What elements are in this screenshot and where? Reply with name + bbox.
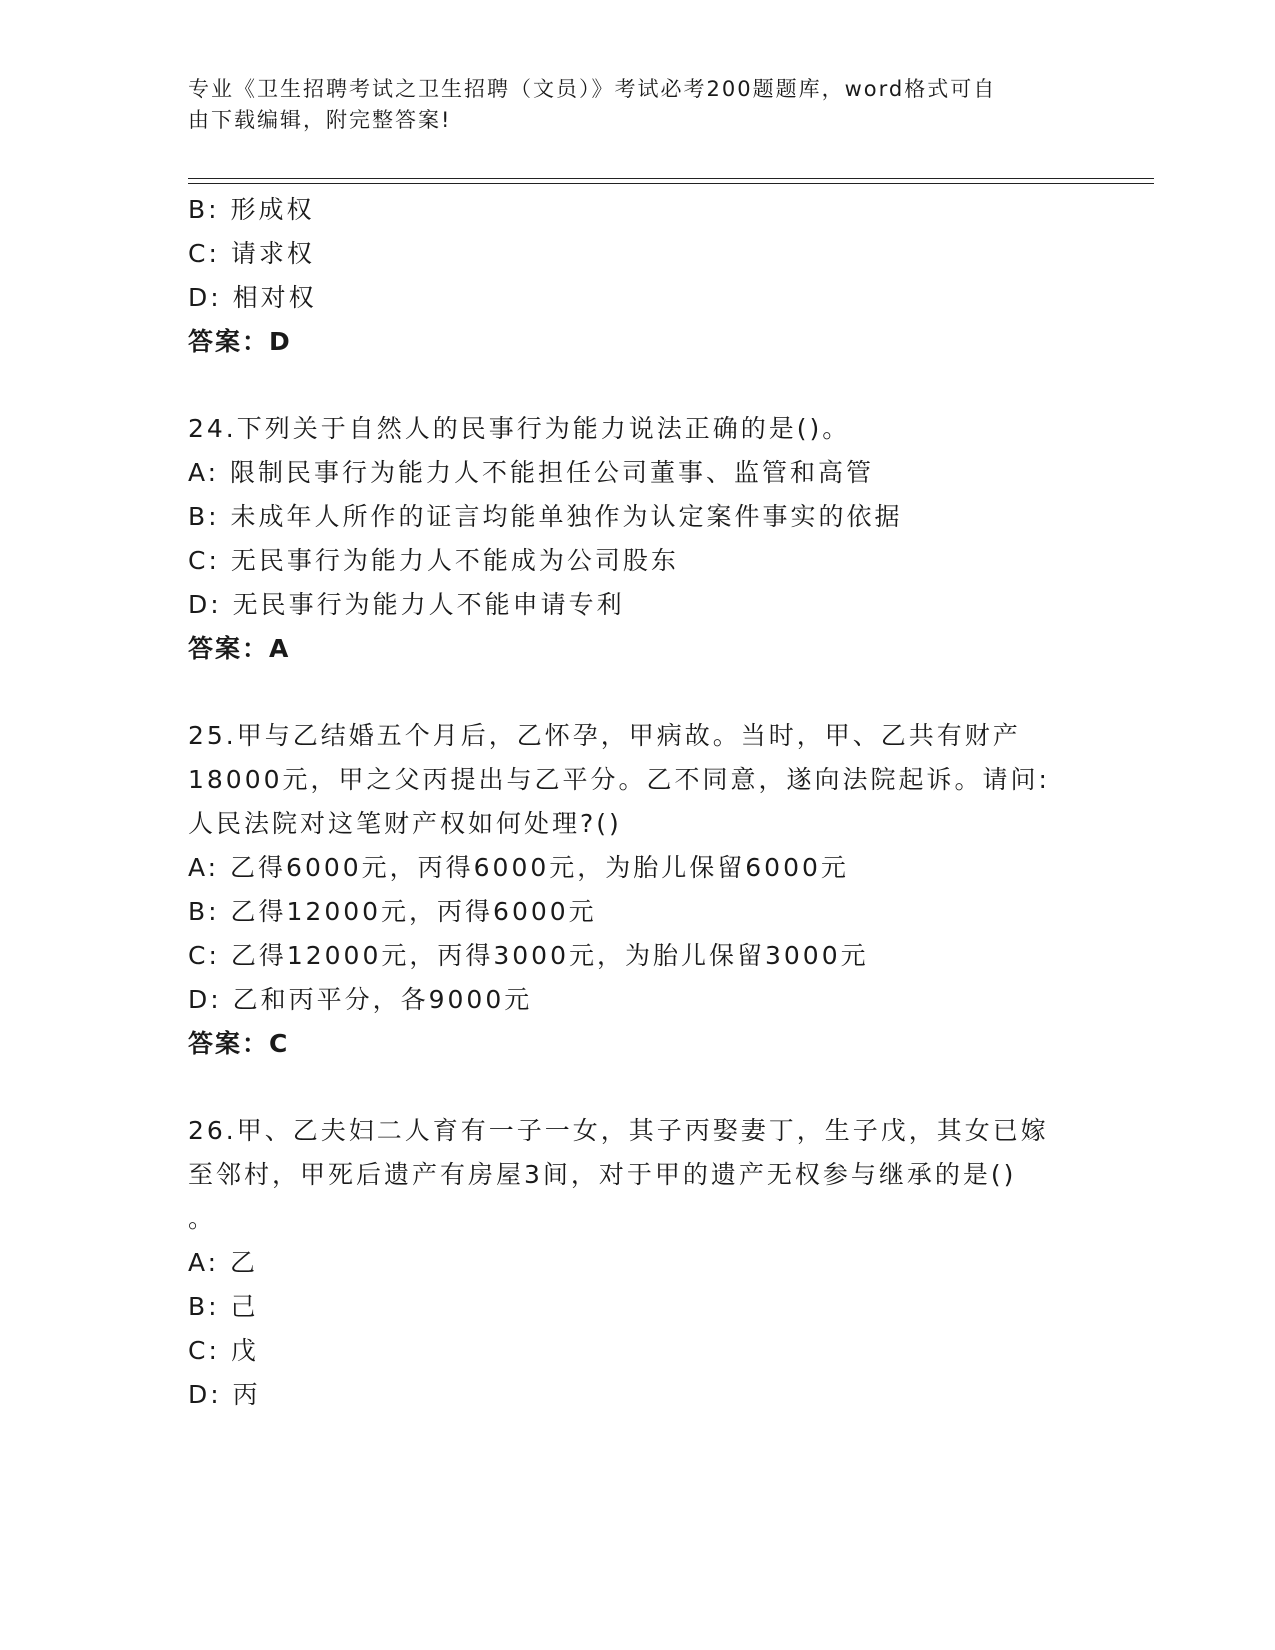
q23-answer: 答案：D [188, 327, 292, 356]
q26-option-d: D: 丙 [188, 1380, 261, 1409]
header-line-2: 由下载编辑，附完整答案! [188, 108, 452, 132]
q23-option-b: B: 形成权 [188, 195, 315, 224]
q24-option-b: B: 未成年人所作的证言均能单独作为认定案件事实的依据 [188, 502, 903, 531]
q25-option-a: A: 乙得6000元，丙得6000元，为胎儿保留6000元 [188, 853, 849, 882]
q25-option-d: D: 乙和丙平分，各9000元 [188, 985, 533, 1014]
header-line-1: 专业《卫生招聘考试之卫生招聘（文员）》考试必考200题题库，word格式可自 [188, 77, 997, 101]
q26-option-a: A: 乙 [188, 1248, 259, 1277]
q25-option-b: B: 乙得12000元，丙得6000元 [188, 897, 597, 926]
q24-answer: 答案：A [188, 634, 291, 663]
q25-stem-line-3: 人民法院对这笔财产权如何处理?() [188, 809, 622, 838]
q26-stem-line-3: 。 [188, 1204, 217, 1233]
document-header [188, 74, 1088, 136]
q26-option-c: C: 戊 [188, 1336, 259, 1365]
q23-option-c: C: 请求权 [188, 239, 315, 268]
q23-option-d: D: 相对权 [188, 283, 317, 312]
header-rule-bottom [188, 183, 1154, 184]
q24-option-c: C: 无民事行为能力人不能成为公司股东 [188, 546, 679, 575]
q24-stem: 24.下列关于自然人的民事行为能力说法正确的是()。 [188, 414, 851, 443]
q26-stem-line-2: 至邻村，甲死后遗产有房屋3间，对于甲的遗产无权参与继承的是() [188, 1160, 1017, 1189]
q24-option-a: A: 限制民事行为能力人不能担任公司董事、监管和高管 [188, 458, 875, 487]
q24-option-d: D: 无民事行为能力人不能申请专利 [188, 590, 625, 619]
q25-stem-line-1: 25.甲与乙结婚五个月后，乙怀孕，甲病故。当时，甲、乙共有财产 [188, 721, 1021, 750]
q26-option-b: B: 己 [188, 1292, 259, 1321]
q26-stem-line-1: 26.甲、乙夫妇二人育有一子一女，其子丙娶妻丁，生子戊，其女已嫁 [188, 1116, 1049, 1145]
q25-option-c: C: 乙得12000元，丙得3000元，为胎儿保留3000元 [188, 941, 869, 970]
q25-answer: 答案：C [188, 1029, 290, 1058]
header-rule-top [188, 178, 1154, 179]
q25-stem-line-2: 18000元，甲之父丙提出与乙平分。乙不同意，遂向法院起诉。请问: [188, 765, 1050, 794]
